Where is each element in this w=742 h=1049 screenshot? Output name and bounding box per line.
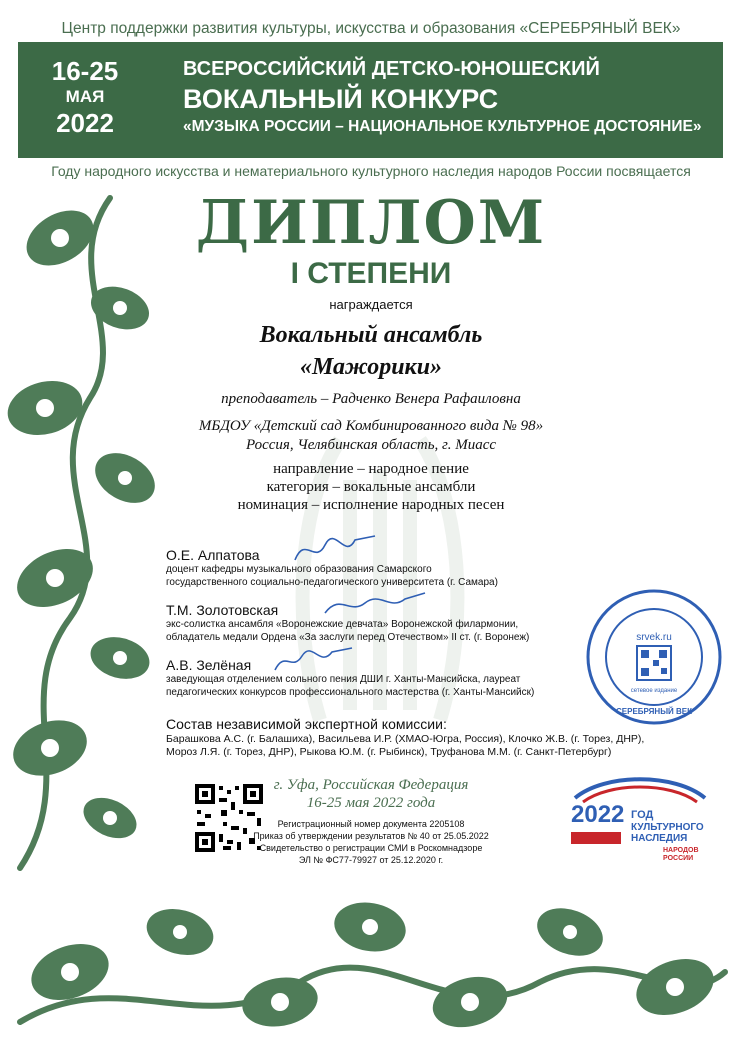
smi-license: ЭЛ № ФС77-79927 от 25.12.2020 г. — [298, 855, 444, 865]
jury-name: Т.М. Золотовская — [166, 602, 279, 618]
city-line: г. Уфа, Российская Федерация — [273, 777, 469, 793]
stamp-network: сетевое издание — [630, 688, 678, 694]
logo-year: 2022 — [571, 801, 625, 828]
smi-certificate: Свидетельство о регистрации СМИ в Роскомнадзоре — [259, 843, 483, 853]
results-order: Приказ об утверждении результатов № 40 от 25.05.2022 — [253, 831, 489, 841]
reg-number: Регистрационный номер документа 2205108 — [277, 819, 465, 829]
stamp-name: СЕРЕБРЯНЫЙ ВЕК — [616, 707, 692, 716]
jury-desc-2: педагогических конкурсов профессионального мастерства (г. Ханты-Мансийск) — [166, 686, 535, 698]
awardee-name — [0, 319, 742, 383]
jury-name: А.В. Зелёная — [166, 657, 252, 673]
jury-desc-2: государственного социально-педагогического университета (г. Самара) — [166, 576, 498, 588]
jury-member-3 — [166, 657, 606, 699]
jury-desc-1: заведующая отделением сольного пения ДШИ г. Ханты-Мансийска, лауреат — [166, 674, 521, 685]
institution-location: Россия, Челябинская область, г. Миасс — [245, 437, 497, 453]
jury-desc-2: обладатель медали Ордена «За заслуги перед Отечеством» II ст. (г. Воронеж) — [166, 631, 530, 643]
dates-month: МАЯ — [65, 87, 105, 106]
cultural-heritage-year-logo — [565, 768, 715, 863]
dates-year: 2022 — [56, 108, 114, 138]
dates-days: 16-25 — [51, 56, 119, 86]
diploma-degree: I СТЕПЕНИ — [290, 257, 452, 290]
jury-desc-1: доцент кафедры музыкального образования Самарского — [166, 564, 432, 575]
logo-word-2: КУЛЬТУРНОГО — [631, 822, 704, 833]
teacher-line: преподаватель – Радченко Венера Рафаиловна — [221, 391, 521, 407]
diploma-title: ДИПЛОМ — [195, 188, 547, 258]
awardee-name-line-2: «Мажорики» — [299, 354, 443, 380]
institution-block — [0, 417, 742, 455]
round-stamp — [585, 588, 723, 726]
awardee-name-line-1: Вокальный ансамбль — [259, 322, 483, 348]
awarded-label: награждается — [329, 297, 413, 312]
title-line-1: ВСЕРОССИЙСКИЙ ДЕТСКО-ЮНОШЕСКИЙ — [183, 58, 600, 80]
category-line: категория – вокальные ансамбли — [266, 479, 476, 495]
direction-line: направление – народное пение — [273, 461, 469, 477]
signature-2 — [320, 585, 430, 625]
contest-dates — [30, 56, 140, 138]
contest-parameters — [0, 460, 742, 514]
jury-name: О.Е. Алпатова — [166, 547, 260, 563]
title-line-2: ВОКАЛЬНЫЙ КОНКУРС — [183, 84, 499, 114]
stamp-site: srvek.ru — [636, 632, 672, 643]
commission-line-1: Барашкова А.С. (г. Балашиха), Васильева И.Р. (ХМАО-Югра, Россия), Клочко Ж.В. (г. Торез, ДНР), — [166, 733, 645, 745]
organizer-line: Центр поддержки развития культуры, искусства и образования «СЕРЕБРЯНЫЙ ВЕК» — [61, 20, 681, 37]
title-line-3: «МУЗЫКА РОССИИ – НАЦИОНАЛЬНОЕ КУЛЬТУРНОЕ ДОСТОЯНИЕ» — [183, 118, 702, 135]
commission-heading: Состав независимой экспертной комиссии: — [166, 716, 447, 732]
contest-title — [183, 56, 713, 138]
contest-banner — [18, 42, 723, 158]
nomination-line: номинация – исполнение народных песен — [237, 497, 505, 513]
logo-word-4: НАРОДОВ — [663, 847, 699, 854]
jury-member-1 — [166, 547, 606, 589]
logo-word-5: РОССИИ — [663, 855, 694, 862]
dedication-line: Году народного искусства и нематериального культурного наследия народов России посвящается — [51, 163, 691, 179]
logo-word-3: НАСЛЕДИЯ — [631, 833, 688, 844]
date-line: 16-25 мая 2022 года — [306, 795, 436, 811]
jury-desc-1: экс-солистка ансамбля «Воронежские девчата» Воронежской филармонии, — [166, 619, 519, 630]
institution-name: МБДОУ «Детский сад Комбинированного вида № 98» — [198, 418, 544, 434]
signature-1 — [290, 530, 380, 570]
signature-3 — [270, 640, 360, 680]
logo-word-1: ГОД — [631, 809, 654, 821]
commission-line-2: Мороз Л.Я. (г. Торез, ДНР), Рыкова Ю.М. (г. Рыбинск), Труфанова М.М. (г. Санкт-Петербург) — [166, 746, 612, 758]
floral-ornament-bottom — [0, 872, 742, 1049]
